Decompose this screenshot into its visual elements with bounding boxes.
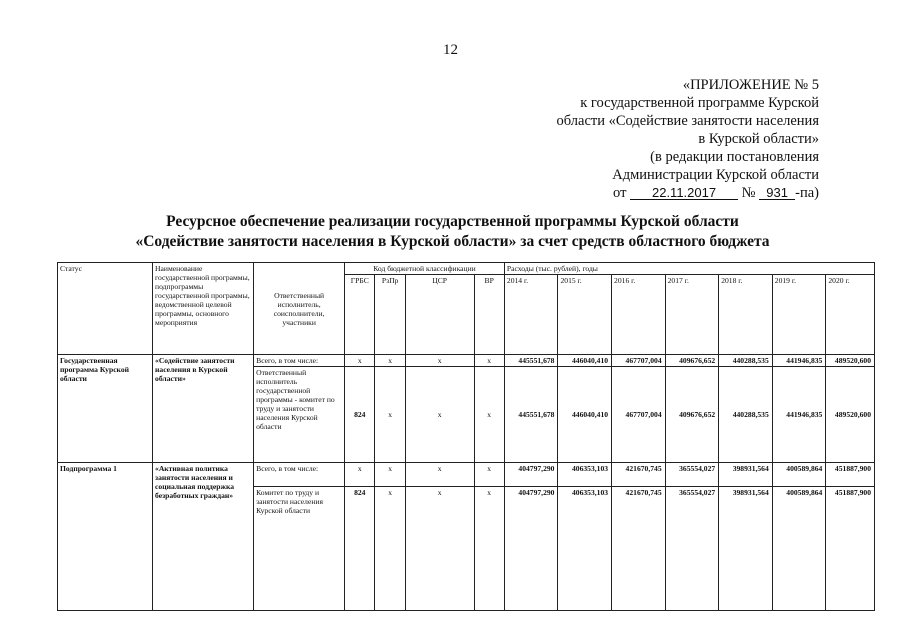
- subprogram-detail-2015: 406353,103: [558, 487, 612, 611]
- title-line-1: Ресурсное обеспечение реализации государственной программы Курской области: [166, 213, 739, 230]
- resource-table: [57, 262, 875, 611]
- program-total-2016: 467707,004: [612, 355, 666, 367]
- subprogram-total-2014: 404797,290: [504, 463, 558, 487]
- program-total-2019: 441946,835: [772, 355, 826, 367]
- page-number: 12: [443, 42, 458, 58]
- subprogram-total-2019: 400589,864: [772, 463, 826, 487]
- appendix-line-2: к государственной программе Курской: [580, 95, 819, 111]
- program-total-2017: 409676,652: [665, 355, 719, 367]
- subprogram-total-code-rzpr: х: [375, 463, 405, 487]
- number-suffix: -па): [795, 185, 819, 201]
- program-total-code-grbs: х: [345, 355, 375, 367]
- program-name: «Содействие занятости населения в Курской области»: [153, 355, 254, 463]
- appendix-line-3: области «Содействие занятости населения: [556, 113, 819, 129]
- program-detail-code-csr: х: [405, 367, 474, 463]
- appendix-block: [519, 76, 819, 202]
- header-row-1: [58, 263, 875, 275]
- subprogram-total-2015: 406353,103: [558, 463, 612, 487]
- subprogram-detail-2020: 451887,900: [826, 487, 875, 611]
- header-code-grbs: ГРБС: [345, 275, 375, 355]
- header-year-2020: 2020 г.: [826, 275, 875, 355]
- header-executor: Ответственный исполнитель, соисполнители, участники: [254, 263, 345, 355]
- program-total-row: [58, 355, 875, 367]
- program-total-2014: 445551,678: [504, 355, 558, 367]
- header-code-csr: ЦСР: [405, 275, 474, 355]
- appendix-line-1: «ПРИЛОЖЕНИЕ № 5: [682, 77, 819, 93]
- subprogram-detail-code-rzpr: х: [375, 487, 405, 611]
- program-total-2015: 446040,410: [558, 355, 612, 367]
- subprogram-total-code-grbs: х: [345, 463, 375, 487]
- subprogram-total-row: [58, 463, 875, 487]
- subprogram-detail-code-csr: х: [405, 487, 474, 611]
- resolution-date: 22.11.2017: [630, 186, 738, 200]
- header-year-2017: 2017 г.: [665, 275, 719, 355]
- from-label: от: [613, 185, 627, 201]
- header-year-2015: 2015 г.: [558, 275, 612, 355]
- program-detail-executor: Ответственный исполнитель государственной программы - комитет по труду и занятости населения Курской области: [254, 367, 345, 463]
- program-total-executor: Всего, в том числе:: [254, 355, 345, 367]
- subprogram-total-2017: 365554,027: [665, 463, 719, 487]
- subprogram-total-2018: 398931,564: [719, 463, 773, 487]
- program-detail-code-grbs: 824: [345, 367, 375, 463]
- subprogram-detail-2017: 365554,027: [665, 487, 719, 611]
- subprogram-detail-code-vr: х: [474, 487, 504, 611]
- header-name: Наименование государственной программы, подпрограммы государственной программы, ведомственной целевой программы, основного мероприятия: [153, 263, 254, 355]
- program-detail-code-rzpr: х: [375, 367, 405, 463]
- program-total-2018: 440288,535: [719, 355, 773, 367]
- appendix-line-5: (в редакции постановления: [650, 149, 819, 165]
- subprogram-detail-2016: 421670,745: [612, 487, 666, 611]
- program-detail-2016: 467707,004: [612, 367, 666, 463]
- subprogram-total-code-vr: х: [474, 463, 504, 487]
- program-detail-2017: 409676,652: [665, 367, 719, 463]
- header-year-2019: 2019 г.: [772, 275, 826, 355]
- subprogram-total-code-csr: х: [405, 463, 474, 487]
- header-code-rzpr: РзПр: [375, 275, 405, 355]
- program-detail-code-vr: х: [474, 367, 504, 463]
- document-title: [0, 212, 905, 252]
- program-status: Государственная программа Курской области: [58, 355, 153, 463]
- title-line-2: «Содействие занятости населения в Курской области» за счет средств областного бюджета: [135, 233, 770, 250]
- subprogram-name: «Активная политика занятости населения и социальная поддержка безработных граждан»: [153, 463, 254, 611]
- subprogram-status: Подпрограмма 1: [58, 463, 153, 611]
- subprogram-detail-2014: 404797,290: [504, 487, 558, 611]
- resolution-number: 931: [759, 186, 795, 200]
- appendix-line-4: в Курской области»: [698, 131, 819, 147]
- program-total-code-rzpr: х: [375, 355, 405, 367]
- program-total-2020: 489520,600: [826, 355, 875, 367]
- header-year-2014: 2014 г.: [504, 275, 558, 355]
- subprogram-total-executor: Всего, в том числе:: [254, 463, 345, 487]
- header-year-2018: 2018 г.: [719, 275, 773, 355]
- program-detail-2014: 445551,678: [504, 367, 558, 463]
- program-total-code-csr: х: [405, 355, 474, 367]
- header-expenses: Расходы (тыс. рублей), годы: [504, 263, 874, 275]
- program-detail-2018: 440288,535: [719, 367, 773, 463]
- program-detail-2019: 441946,835: [772, 367, 826, 463]
- appendix-line-6: Администрации Курской области: [612, 167, 819, 183]
- program-detail-2015: 446040,410: [558, 367, 612, 463]
- number-label: №: [741, 185, 756, 201]
- program-detail-2020: 489520,600: [826, 367, 875, 463]
- header-budget-code: Код бюджетной классификации: [345, 263, 505, 275]
- subprogram-detail-2018: 398931,564: [719, 487, 773, 611]
- header-year-2016: 2016 г.: [612, 275, 666, 355]
- subprogram-total-2016: 421670,745: [612, 463, 666, 487]
- header-status: Статус: [58, 263, 153, 355]
- program-total-code-vr: х: [474, 355, 504, 367]
- subprogram-total-2020: 451887,900: [826, 463, 875, 487]
- header-code-vr: ВР: [474, 275, 504, 355]
- subprogram-detail-2019: 400589,864: [772, 487, 826, 611]
- subprogram-detail-code-grbs: 824: [345, 487, 375, 611]
- appendix-date-line: [519, 184, 819, 202]
- subprogram-detail-executor: Комитет по труду и занятости населения Курской области: [254, 487, 345, 611]
